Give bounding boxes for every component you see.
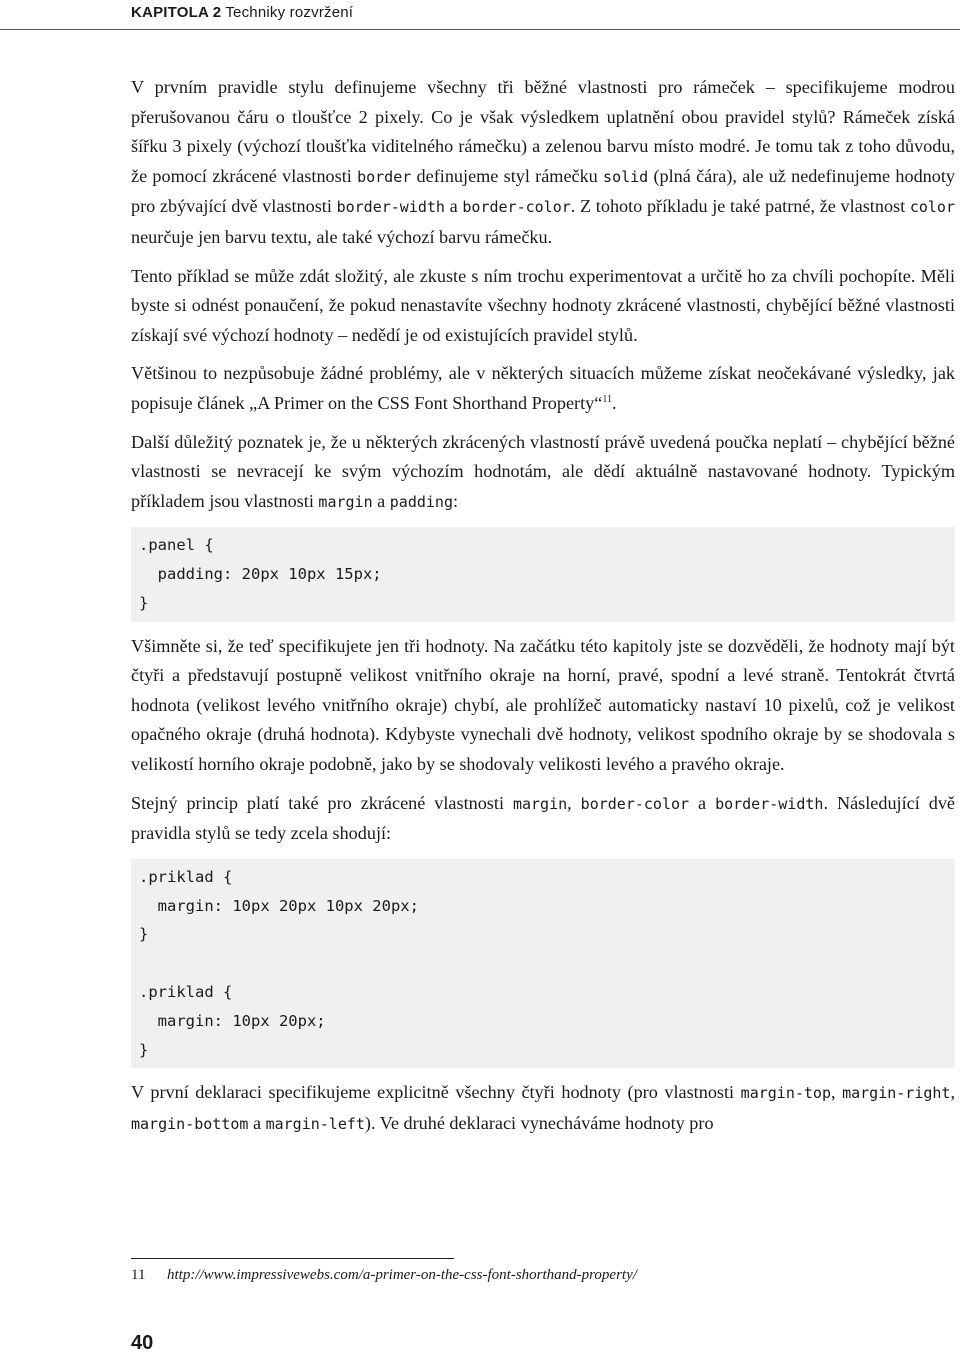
code-margin: margin [318, 492, 373, 511]
paragraph-1: V prvním pravidle stylu definujeme všechny tři běžné vlastnosti pro rámeček – specifikujeme modrou přerušovanou čáru o tloušťce 2 pixely. Co je však výsledkem uplatnění obou pravidel stylů? Rámeček získá šířku 3 pixely (výchozí tloušťka viditelného rámečku) a zelenou barvu místo modré. Je tomu tak z toho důvodu, že pomocí zkrácené vlastnosti border definujeme styl rámečku solid (plná čára), ale už nedefinujeme hodnoty pro zbývající dvě vlastnosti border-width a border-color. Z tohoto příkladu je také patrné, že vlastnost color neurčuje jen barvu textu, ale také výchozí barvu rámečku. [131, 77, 955, 247]
paragraph-7: V první deklaraci specifikujeme explicitně všechny čtyři hodnoty (pro vlastnosti margin-top, margin-right, margin-bottom a margin-left). Ve druhé deklaraci vynecháváme hodnoty pro [131, 1082, 956, 1134]
paragraph-6: Stejný princip platí také pro zkrácené vlastnosti margin, border-color a border-width. Následující dvě pravidla stylů se tedy zcela shodují: [131, 792, 956, 844]
chapter-heading [131, 0, 353, 26]
code-margin: margin [512, 794, 568, 813]
code-margin-bottom: margin-bottom [131, 1115, 249, 1134]
running-header [0, 0, 960, 30]
code-block-panel: .panel { padding: 20px 10px 15px; } [131, 527, 955, 621]
header-rule [0, 29, 960, 30]
code-border-color: border-color [462, 198, 571, 217]
code-color: color [909, 198, 955, 217]
footnote [131, 1265, 637, 1285]
paragraph-2: Tento příklad se může zdát složitý, ale zkuste s ním trochu experimentovat a určitě ho za chvíli pochopíte. Měli byste si odnést ponaučení, že pokud nenastavíte všechny hodnoty zkrácené vlastnosti, chybějící běžné vlastnosti získají své výchozí hodnoty – nedědí je od existujících pravidel stylů. [131, 265, 955, 345]
code-border-width: border-width [715, 794, 824, 813]
code-margin-top: margin-top [740, 1084, 831, 1103]
paragraph-5: Všimněte si, že teď specifikujete jen tři hodnoty. Na začátku této kapitoly jste se dozvěděli, že hodnoty mají být čtyři a představují postupně velikost vnitřního okraje na horní, pravé, spodní a levé straně. Tentokrát čtvrtá hodnota (velikost levého vnitřního okraje) chybí, ale prohlížeč automaticky nastaví 10 pixelů, což je velikost opačného okraje (druhá hodnota). Kdybyste vynechali dvě hodnoty, velikost spodního okraje by se shodovala s velikostí horního okraje podobně, jako by se shodovaly velikosti levého a pravého okraje. [131, 635, 955, 775]
paragraph-4: Další důležitý poznatek je, že u některých zkrácených vlastností právě uvedená poučka neplatí – chybějící běžné vlastnosti se nevracejí ke svým výchozím hodnotám, ale dědí aktuálně nastavované hodnoty. Typickým příkladem jsou vlastnosti margin a padding: [131, 431, 955, 511]
page-body [131, 73, 955, 1140]
code-margin-left: margin-left [265, 1115, 365, 1134]
code-border: border [357, 167, 412, 186]
footnote-ref[interactable]: 11 [602, 393, 612, 405]
footnote-rule [131, 1258, 454, 1259]
chapter-title: Techniky rozvržení [225, 4, 354, 21]
footnote-number: 11 [131, 1267, 146, 1283]
code-block-priklad: .priklad { margin: 10px 20px 10px 20px; } .priklad { margin: 10px 20px; } [131, 859, 955, 1069]
footnote-link[interactable]: http://www.impressivewebs.com/a-primer-on-the-css-font-shorthand-property/ [167, 1267, 637, 1283]
paragraph-3: Většinou to nezpůsobuje žádné problémy, ale v některých situacích můžeme získat neočekávané výsledky, jak popisuje článek „A Primer on the CSS Font Shorthand Property“$^{11}$. [131, 363, 955, 413]
code-margin-right: margin-right [842, 1084, 951, 1103]
code-border-color: border-color [580, 794, 690, 813]
page-number: 40 [131, 1332, 154, 1354]
code-solid: solid [603, 167, 649, 186]
chapter-label: KAPITOLA 2 [131, 4, 222, 21]
code-border-width: border-width [336, 198, 445, 217]
code-padding: padding [389, 492, 453, 511]
